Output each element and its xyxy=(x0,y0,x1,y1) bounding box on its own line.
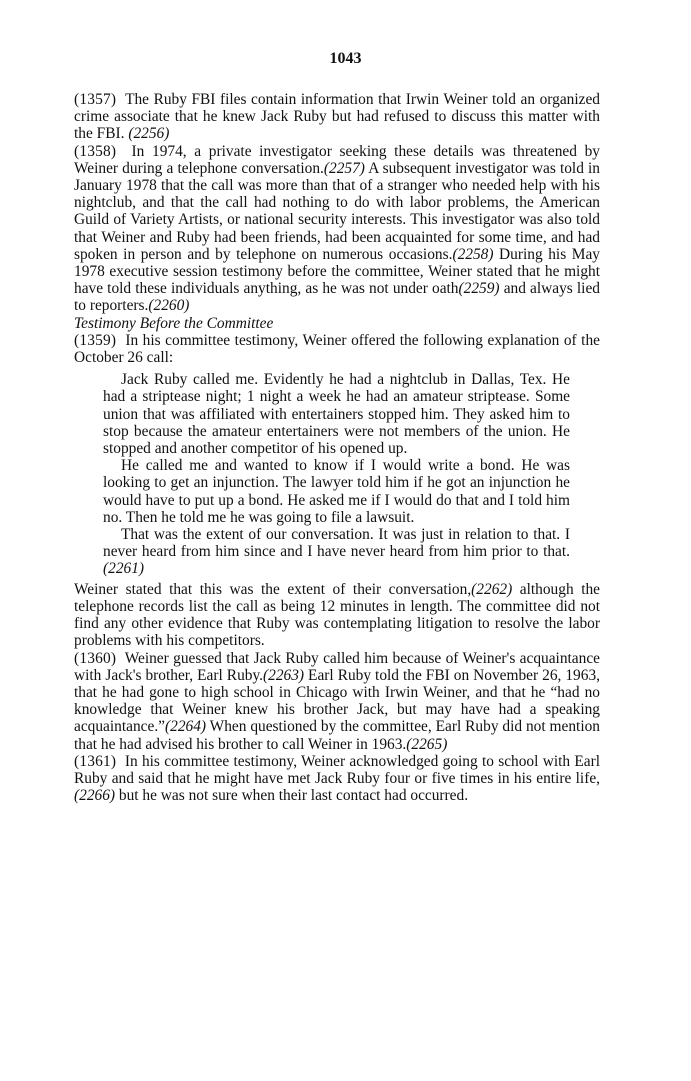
footnote-citation: (2263) xyxy=(263,666,305,684)
footnote-citation: (2256) xyxy=(128,125,170,143)
paragraph-number: (1361) xyxy=(74,752,117,770)
document-body xyxy=(74,91,600,804)
testimony-blockquote xyxy=(103,371,600,577)
page-number: 1043 xyxy=(329,50,362,67)
quote-text: That was the extent of our conversation. It was just in relation to that. I never heard from him since and I have never heard from him prior to that. xyxy=(103,526,570,561)
paragraph-text: A subsequent investigator was told in January 1978 that the call was more than that of a stranger who needed help with his nightclub, and that the call had nothing to do with labor problems, the American Guild of Variety Artists, or national security interests. This investigator was also told that Weiner and Ruby had been friends, had been acquainted for some time, and had spoken in person and by telephone on numerous occasions. xyxy=(74,159,600,263)
footnote-citation: (2266) xyxy=(74,787,116,805)
paragraph-text: In 1974, a private investigator seeking these details was threatened by Weiner during a telephone conversation. xyxy=(74,142,600,177)
footnote-citation: (2261) xyxy=(103,560,145,578)
paragraph-text: During his May 1978 executive session testimony before the committee, Weiner stated that he might have told these individuals anything, as he was not under oath xyxy=(74,245,600,298)
paragraph-text: Earl Ruby told the FBI on November 26, 1963, that he had gone to high school in Chicago with Irwin Weiner, and that he “had no knowledge that Weiner knew his brother Jack, but may have had a speaking acquaintance.” xyxy=(74,666,600,736)
footnote-citation: (2262) xyxy=(471,580,513,598)
paragraph-number: (1359) xyxy=(74,331,117,349)
paragraph-1357 xyxy=(74,91,600,143)
paragraph-text: Weiner guessed that Jack Ruby called him because of Weiner's acquaintance with Jack's brother, Earl Ruby. xyxy=(74,649,600,684)
section-subheading: Testimony Before the Committee xyxy=(74,314,274,332)
paragraph-number: (1357) xyxy=(74,91,117,108)
paragraph-text: Weiner stated that this was the extent of their conversation, xyxy=(74,580,472,598)
footnote-citation: (2264) xyxy=(165,718,207,736)
footnote-citation: (2259) xyxy=(458,280,500,298)
paragraph-text: but he was not sure when their last contact had occurred. xyxy=(115,787,469,805)
quote-paragraph: He called me and wanted to know if I would write a bond. He was looking to get an injunction. The lawyer told him if he got an injunction he would have to put up a bond. He asked me if I would do that and I told him no. Then he told me he was going to file a lawsuit. xyxy=(103,457,570,526)
paragraph-text: although the telephone records list the call as being 12 minutes in length. The committee did not find any other evidence that Ruby was contemplating litigation to resolve the labor problems with his competitors. xyxy=(74,580,601,650)
quote-paragraph: Jack Ruby called me. Evidently he had a nightclub in Dallas, Tex. He had a striptease night; 1 night a week he had an amateur striptease. Some union that was affiliated with entertainers stopped him. They asked him to stop because the amateur entertainers were not members of the union. He stopped and another competitor of his opened up. xyxy=(103,371,570,458)
footnote-citation: (2257) xyxy=(323,159,365,177)
paragraph-text: When questioned by the committee, Earl Ruby did not mention that he had advised his brother to call Weiner in 1963. xyxy=(74,718,600,753)
paragraph-text: In his committee testimony, Weiner acknowledged going to school with Earl Ruby and said that he might have met Jack Ruby four or five times in his entire life, xyxy=(74,752,600,787)
footnote-citation: (2260) xyxy=(148,297,190,315)
paragraph-1360 xyxy=(74,650,600,753)
paragraph-1358 xyxy=(74,143,600,315)
paragraph-text: The Ruby FBI files contain information that Irwin Weiner told an organized crime associate that he knew Jack Ruby but had refused to discuss this matter with the FBI. xyxy=(74,91,600,143)
paragraph-1361 xyxy=(74,753,600,805)
quote-paragraph xyxy=(103,526,570,578)
paragraph-1359 xyxy=(74,332,600,366)
paragraph-text: and always lied to reporters. xyxy=(74,280,600,315)
paragraph-number: (1360) xyxy=(74,649,117,667)
paragraph-continuation xyxy=(74,581,600,650)
paragraph-text: In his committee testimony, Weiner offered the following explanation of the October 26 call: xyxy=(74,331,600,367)
footnote-citation: (2265) xyxy=(406,735,448,753)
paragraph-number: (1358) xyxy=(74,142,117,160)
footnote-citation: (2258) xyxy=(452,245,494,263)
